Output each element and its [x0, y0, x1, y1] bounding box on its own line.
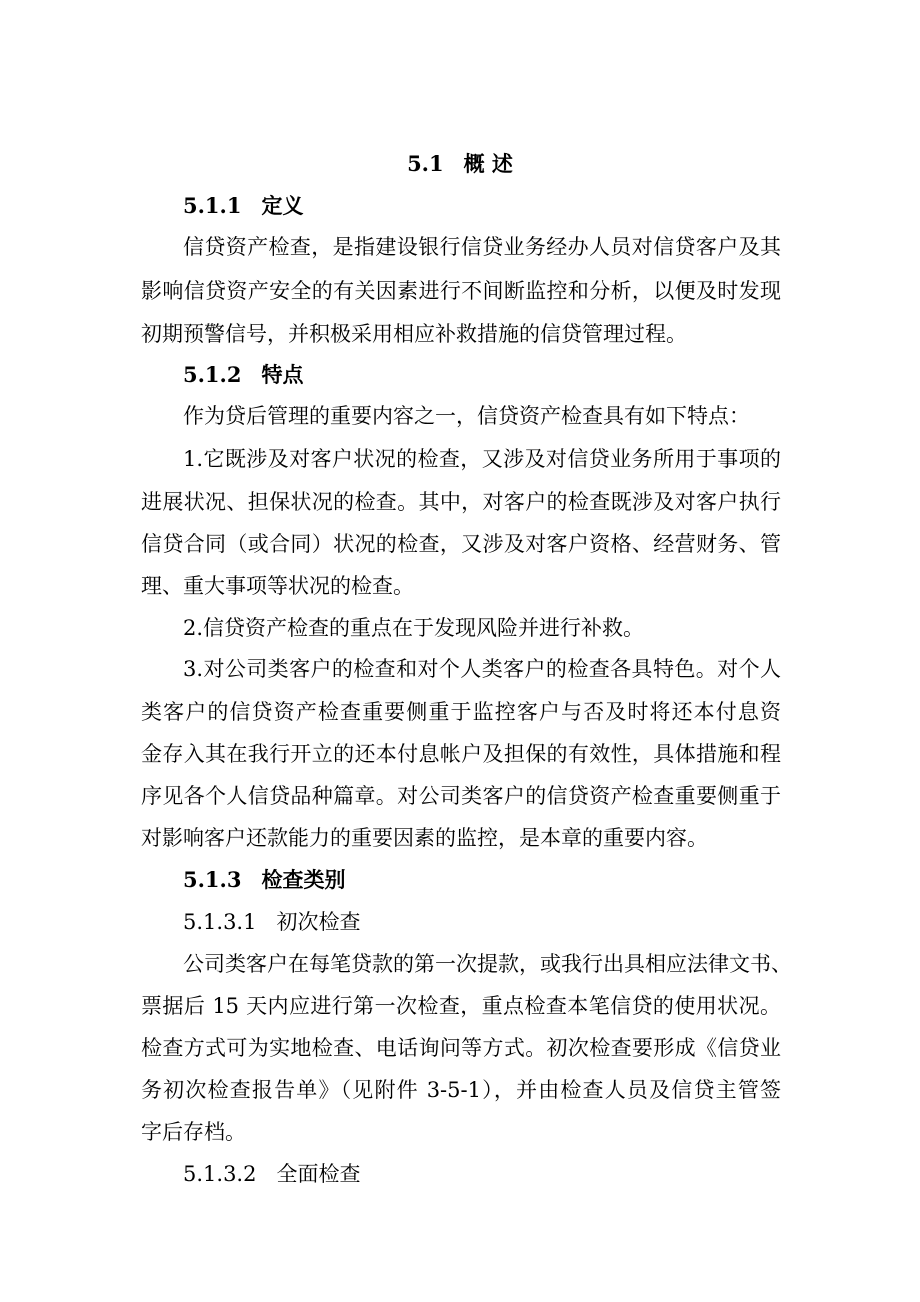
paragraph-line: 公司类客户在每笔贷款的第一次提款，或我行出具相应法律文书、 [183, 952, 792, 976]
heading-text: 初次检查 [276, 910, 361, 934]
section-heading: 概 述 [463, 151, 513, 176]
heading-number: 5.1.3.1 [183, 910, 257, 934]
heading-text: 特点 [261, 362, 304, 387]
heading-5-1-1 [183, 193, 781, 219]
heading-text: 定义 [261, 193, 304, 218]
heading-text: 检查类别 [261, 867, 346, 892]
paragraph-line: 1.它既涉及对客户状况的检查，又涉及对信贷业务所用于事项的 [183, 447, 781, 471]
heading-number: 5.1.3 [183, 867, 242, 892]
paragraph-line: 票据后 15 天内应进行第一次检查，重点检查本笔信贷的使用状况。 [141, 994, 781, 1018]
paragraph-line: 务初次检查报告单》（见附件 3-5-1），并由检查人员及信贷主管签 [141, 1078, 781, 1102]
section-title [0, 151, 920, 177]
paragraph-line: 字后存档。 [141, 1120, 246, 1144]
paragraph-line: 进展状况、担保状况的检查。其中，对客户的检查既涉及对客户执行 [141, 490, 781, 514]
paragraph-line: 对影响客户还款能力的重要因素的监控，是本章的重要内容。 [141, 826, 708, 850]
heading-5-1-3-1 [183, 909, 781, 935]
paragraph-line: 3.对公司类客户的检查和对个人类客户的检查各具特色。对个人 [183, 657, 781, 681]
heading-5-1-3-2 [183, 1161, 781, 1187]
heading-number: 5.1.3.2 [183, 1162, 257, 1186]
paragraph-line: 信贷资产检查，是指建设银行信贷业务经办人员对信贷客户及其 [183, 235, 781, 259]
paragraph-line: 类客户的信贷资产检查重要侧重于监控客户与否及时将还本付息资 [141, 700, 781, 724]
section-number: 5.1 [407, 151, 444, 176]
heading-number: 5.1.1 [183, 193, 242, 218]
paragraph-line: 作为贷后管理的重要内容之一，信贷资产检查具有如下特点： [183, 404, 750, 428]
paragraph-line: 理、重大事项等状况的检查。 [141, 574, 414, 598]
heading-text: 全面检查 [276, 1162, 361, 1186]
paragraph-line: 影响信贷资产安全的有关因素进行不间断监控和分析，以便及时发现 [141, 279, 781, 303]
paragraph-line: 检查方式可为实地检查、电话询问等方式。初次检查要形成《信贷业 [141, 1036, 781, 1060]
heading-5-1-2 [183, 362, 781, 388]
paragraph-line: 信贷合同（或合同）状况的检查，又涉及对客户资格、经营财务、管 [141, 532, 781, 556]
heading-number: 5.1.2 [183, 362, 242, 387]
paragraph-line: 2.信贷资产检查的重点在于发现风险并进行补救。 [183, 616, 645, 640]
paragraph-line: 初期预警信号，并积极采用相应补救措施的信贷管理过程。 [141, 322, 687, 346]
paragraph-line: 序见各个人信贷品种篇章。对公司类客户的信贷资产检查重要侧重于 [141, 784, 781, 808]
heading-5-1-3 [183, 867, 781, 893]
paragraph-line: 金存入其在我行开立的还本付息帐户及担保的有效性，具体措施和程 [141, 742, 781, 766]
